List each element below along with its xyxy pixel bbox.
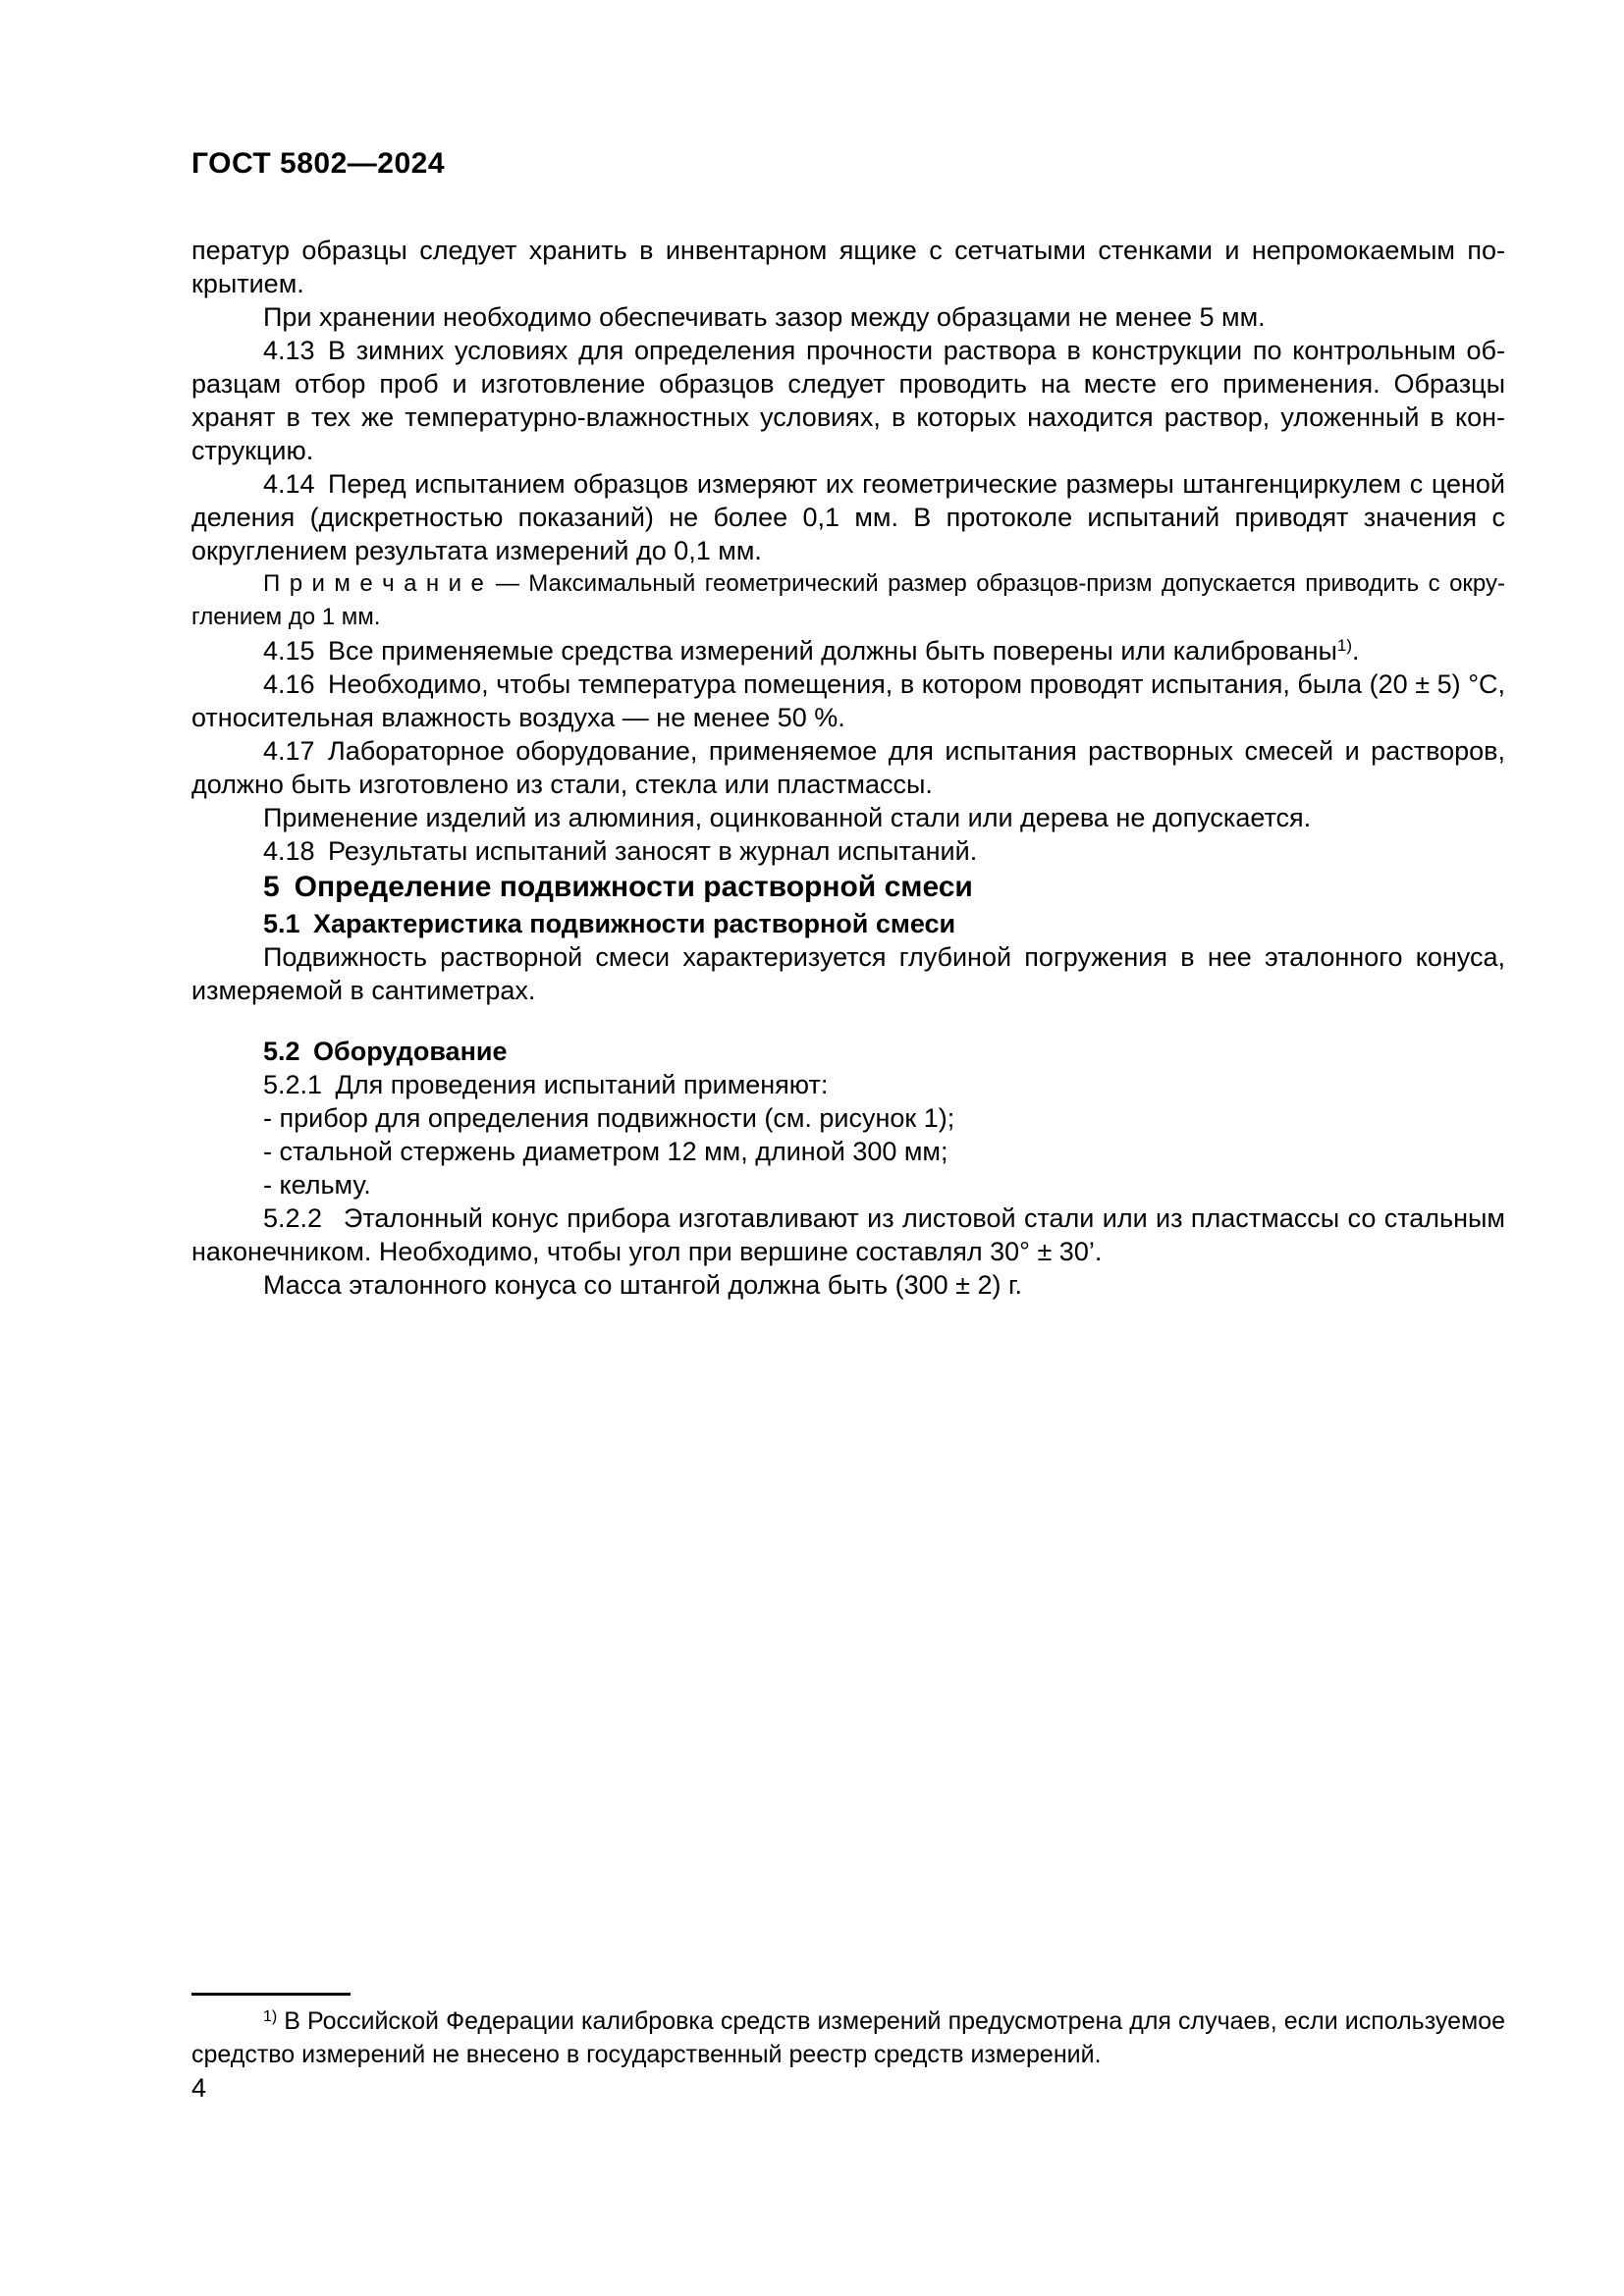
paragraph-continuation: ператур образцы следует хранить в инвентарном ящике с сетчатыми стенками и непромокаемым покрытием. <box>191 236 1505 298</box>
section-5-heading: 5 Определение подвижности растворной смеси <box>263 871 973 903</box>
note-paragraph: П р и м е ч а н и е — Максимальный геометрический размер образцов-призм допускается приводить с округлением до 1 мм. <box>191 570 1505 630</box>
paragraph-5-2-1: 5.2.1 Для проведения испытаний применяют: <box>263 1070 829 1099</box>
page-number: 4 <box>191 2073 207 2103</box>
paragraph-mobility-definition: Подвижность растворной смеси характеризуется глубиной погружения в нее эталонного конуса, измеряемой в сантиметрах. <box>191 942 1505 1005</box>
paragraph-cone-mass: Масса эталонного конуса со штангой должна быть (300 ± 2) г. <box>263 1270 1023 1300</box>
paragraph-4-18: 4.18 Результаты испытаний заносят в журнал испытаний. <box>263 836 978 866</box>
paragraph-4-15-text: 4.15 Все применяемые средства измерений должны быть поверены или калиброваны <box>263 636 1337 666</box>
paragraph-aluminium: Применение изделий из алюминия, оцинкованной стали или дерева не допускается. <box>263 803 1312 832</box>
paragraph-4-15-tail: . <box>1352 636 1360 666</box>
equipment-list-item: - стальной стержень диаметром 12 мм, длиной 300 мм; <box>263 1137 948 1166</box>
section-5-1-heading: 5.1 Характеристика подвижности растворной смеси <box>263 909 956 938</box>
page-content <box>191 234 1505 1302</box>
footnote <box>191 2004 1505 2071</box>
paragraph-storage-gap: При хранении необходимо обеспечивать зазор между образцами не менее 5 мм. <box>263 302 1266 332</box>
paragraph-4-13: 4.13 В зимних условиях для определения прочности раствора в конструкции по контрольным образцам отбор проб и изготовление образцов следует проводить на месте его применения. Образцы хранят в тех же температурно-влажностных условиях, в которых находится раствор, уложенный в конструкцию. <box>191 336 1505 465</box>
equipment-list-item: - кельму. <box>263 1170 371 1200</box>
footnote-marker: 1) <box>263 2008 278 2025</box>
paragraph-4-15 <box>191 634 1505 667</box>
paragraph-4-14: 4.14 Перед испытанием образцов измеряют их геометрические размеры штангенциркулем с ценой деления (дискретностью показаний) не более 0,1 мм. В протоколе испытаний приводят значения с округлением результата измерений до 0,1 мм. <box>191 469 1505 565</box>
footnote-reference-marker: 1) <box>1336 636 1353 655</box>
footnote-block <box>191 1993 1505 2071</box>
footnote-divider <box>191 1993 351 1996</box>
paragraph-5-2-2: 5.2.2 Эталонный конус прибора изготавливают из листовой стали или из пластмассы со стальным наконечником. Необходимо, чтобы угол при вершине составлял 30° ± 30’. <box>191 1203 1505 1266</box>
section-5-2-heading: 5.2 Оборудование <box>263 1037 508 1066</box>
equipment-list-item: - прибор для определения подвижности (см. рисунок 1); <box>263 1103 955 1133</box>
running-header: ГОСТ 5802—2024 <box>191 147 446 180</box>
paragraph-4-17: 4.17 Лабораторное оборудование, применяемое для испытания растворных смесей и растворов, должно быть изготовлено из стали, стекла или пластмассы. <box>191 736 1505 799</box>
footnote-text: В Российской Федерации калибровка средств измерений предусмотрена для случаев, если используемое средство измерений не внесено в государственный реестр средств измерений. <box>191 2007 1505 2068</box>
paragraph-4-16: 4.16 Необходимо, чтобы температура помещения, в котором проводят испытания, была (20 ± 5) °С, относительная влажность воздуха — не менее 50 %. <box>191 669 1505 732</box>
